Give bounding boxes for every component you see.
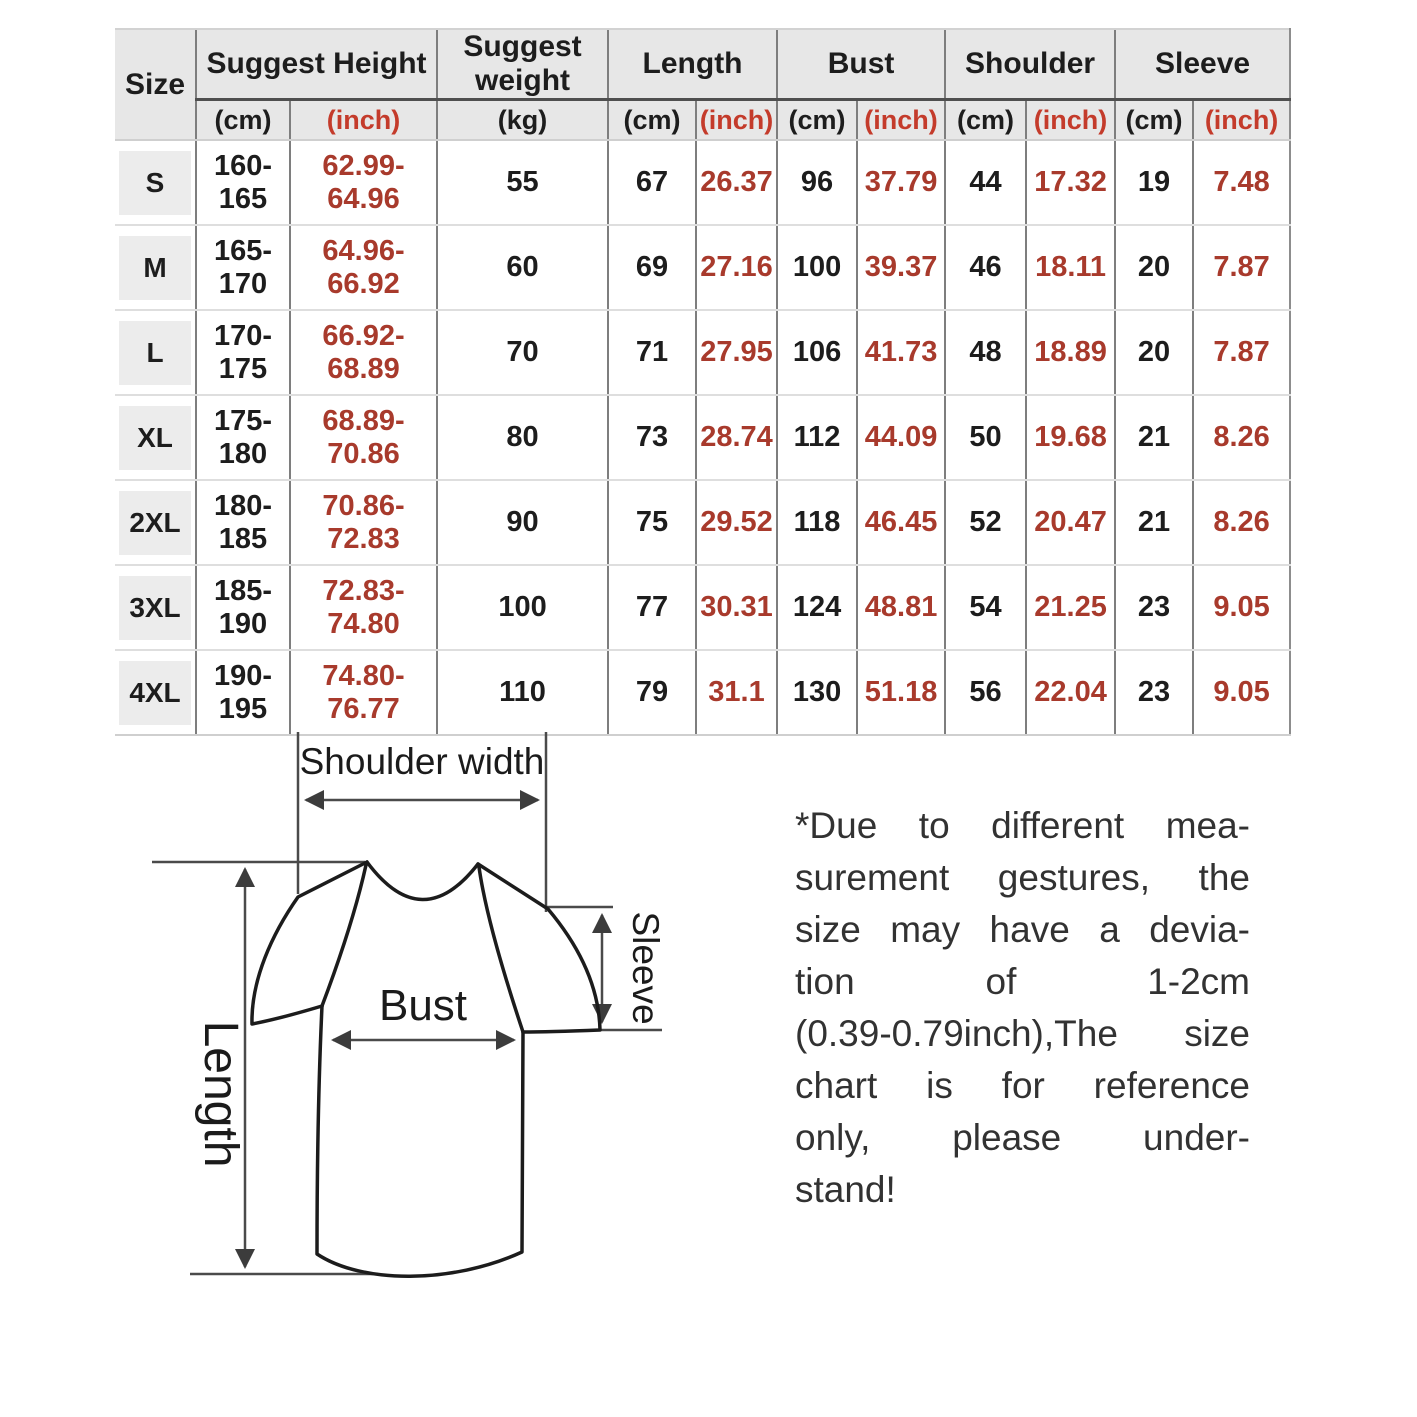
cell-shoulder-inch: 22.04 (1026, 650, 1115, 735)
cell-length-inch: 30.31 (696, 565, 777, 650)
cell-bust-cm: 130 (777, 650, 857, 735)
cell-sleeve-inch: 8.26 (1193, 395, 1290, 480)
unit-length-cm: (cm) (608, 100, 696, 141)
cell-shoulder-cm: 46 (945, 225, 1026, 310)
cell-height-cm: 180-185 (196, 480, 290, 565)
cell-length-inch: 27.95 (696, 310, 777, 395)
cell-height-inch: 70.86-72.83 (290, 480, 437, 565)
right-seam (479, 867, 523, 1032)
cell-shoulder-cm: 50 (945, 395, 1026, 480)
unit-shoulder-cm: (cm) (945, 100, 1026, 141)
cell-sleeve-inch: 7.87 (1193, 225, 1290, 310)
cell-bust-cm: 100 (777, 225, 857, 310)
cell-sleeve-cm: 23 (1115, 650, 1193, 735)
table-body (115, 140, 1290, 735)
size-label: L (119, 321, 191, 385)
cell-shoulder-cm: 48 (945, 310, 1026, 395)
note-line: chart is for reference (795, 1065, 1250, 1106)
cell-height-cm: 170-175 (196, 310, 290, 395)
cell-size (115, 140, 196, 225)
cell-shoulder-inch: 18.89 (1026, 310, 1115, 395)
size-row (115, 395, 1290, 480)
neck-line (367, 862, 478, 900)
left-sleeve (252, 862, 367, 1024)
cell-bust-cm: 124 (777, 565, 857, 650)
size-label: 4XL (119, 661, 191, 725)
cell-length-cm: 69 (608, 225, 696, 310)
cell-height-cm: 185-190 (196, 565, 290, 650)
size-label: S (119, 151, 191, 215)
cell-shoulder-inch: 18.11 (1026, 225, 1115, 310)
cell-sleeve-inch: 9.05 (1193, 650, 1290, 735)
column-header-sleeve: Sleeve (1115, 29, 1290, 100)
column-header-suggest-weight: Suggest weight (437, 29, 608, 100)
cell-height-cm: 165-170 (196, 225, 290, 310)
cell-height-inch: 68.89-70.86 (290, 395, 437, 480)
unit-height-cm: (cm) (196, 100, 290, 141)
note-line: *Due to different mea- (795, 805, 1250, 846)
cell-sleeve-cm: 20 (1115, 225, 1193, 310)
size-row (115, 565, 1290, 650)
cell-bust-inch: 51.18 (857, 650, 945, 735)
cell-sleeve-cm: 20 (1115, 310, 1193, 395)
cell-weight-kg: 110 (437, 650, 608, 735)
table-header (115, 29, 1290, 140)
cell-size (115, 565, 196, 650)
cell-shoulder-inch: 19.68 (1026, 395, 1115, 480)
cell-bust-inch: 48.81 (857, 565, 945, 650)
body-outline (317, 1006, 523, 1276)
size-row (115, 140, 1290, 225)
size-table (115, 28, 1291, 736)
note-line: tion of 1-2cm (795, 961, 1250, 1002)
tshirt-measurement-diagram (150, 722, 770, 1342)
cell-bust-inch: 37.79 (857, 140, 945, 225)
cell-size (115, 480, 196, 565)
cell-shoulder-inch: 20.47 (1026, 480, 1115, 565)
cell-shoulder-inch: 17.32 (1026, 140, 1115, 225)
cell-bust-cm: 118 (777, 480, 857, 565)
cell-shoulder-cm: 56 (945, 650, 1026, 735)
cell-bust-cm: 112 (777, 395, 857, 480)
cell-length-inch: 28.74 (696, 395, 777, 480)
cell-size (115, 310, 196, 395)
unit-height-inch: (inch) (290, 100, 437, 141)
measurement-disclaimer-note (795, 800, 1250, 1216)
size-row (115, 480, 1290, 565)
column-header-bust: Bust (777, 29, 945, 100)
unit-shoulder-inch: (inch) (1026, 100, 1115, 141)
note-line: surement gestures, the (795, 857, 1250, 898)
cell-weight-kg: 100 (437, 565, 608, 650)
cell-length-cm: 75 (608, 480, 696, 565)
cell-shoulder-cm: 52 (945, 480, 1026, 565)
cell-sleeve-cm: 23 (1115, 565, 1193, 650)
unit-weight-kg: (kg) (437, 100, 608, 141)
cell-sleeve-inch: 7.48 (1193, 140, 1290, 225)
cell-shoulder-cm: 54 (945, 565, 1026, 650)
cell-length-inch: 26.37 (696, 140, 777, 225)
cell-height-inch: 62.99-64.96 (290, 140, 437, 225)
cell-shoulder-inch: 21.25 (1026, 565, 1115, 650)
column-header-length: Length (608, 29, 777, 100)
note-line: stand! (795, 1169, 896, 1210)
cell-length-cm: 77 (608, 565, 696, 650)
cell-sleeve-inch: 9.05 (1193, 565, 1290, 650)
unit-bust-cm: (cm) (777, 100, 857, 141)
size-label: XL (119, 406, 191, 470)
sleeve-label: Sleeve (625, 911, 666, 1025)
cell-length-inch: 27.16 (696, 225, 777, 310)
cell-shoulder-cm: 44 (945, 140, 1026, 225)
cell-length-cm: 73 (608, 395, 696, 480)
cell-weight-kg: 80 (437, 395, 608, 480)
unit-sleeve-cm: (cm) (1115, 100, 1193, 141)
cell-bust-cm: 106 (777, 310, 857, 395)
cell-length-inch: 29.52 (696, 480, 777, 565)
cell-sleeve-cm: 21 (1115, 480, 1193, 565)
size-row (115, 310, 1290, 395)
group-header-row (115, 29, 1290, 100)
cell-weight-kg: 55 (437, 140, 608, 225)
note-line: only, please under- (795, 1117, 1250, 1158)
note-line: (0.39-0.79inch),The size (795, 1013, 1250, 1054)
shoulder-width-label: Shoulder width (299, 741, 545, 782)
unit-sleeve-inch: (inch) (1193, 100, 1290, 141)
cell-height-cm: 175-180 (196, 395, 290, 480)
cell-length-inch: 31.1 (696, 650, 777, 735)
cell-size (115, 395, 196, 480)
size-label: 3XL (119, 576, 191, 640)
size-label: 2XL (119, 491, 191, 555)
cell-bust-inch: 41.73 (857, 310, 945, 395)
cell-weight-kg: 60 (437, 225, 608, 310)
tshirt-outline (252, 862, 600, 1276)
cell-weight-kg: 90 (437, 480, 608, 565)
cell-length-cm: 67 (608, 140, 696, 225)
left-seam (322, 865, 366, 1006)
cell-height-inch: 66.92-68.89 (290, 310, 437, 395)
cell-bust-inch: 39.37 (857, 225, 945, 310)
unit-length-inch: (inch) (696, 100, 777, 141)
unit-bust-inch: (inch) (857, 100, 945, 141)
cell-weight-kg: 70 (437, 310, 608, 395)
cell-bust-inch: 46.45 (857, 480, 945, 565)
cell-height-inch: 64.96-66.92 (290, 225, 437, 310)
cell-height-inch: 72.83-74.80 (290, 565, 437, 650)
cell-height-cm: 190-195 (196, 650, 290, 735)
column-header-suggest-height: Suggest Height (196, 29, 437, 100)
cell-bust-inch: 44.09 (857, 395, 945, 480)
cell-height-cm: 160-165 (196, 140, 290, 225)
column-header-shoulder: Shoulder (945, 29, 1115, 100)
size-row (115, 225, 1290, 310)
size-label: M (119, 236, 191, 300)
cell-sleeve-cm: 21 (1115, 395, 1193, 480)
cell-bust-cm: 96 (777, 140, 857, 225)
cell-sleeve-inch: 7.87 (1193, 310, 1290, 395)
cell-height-inch: 74.80-76.77 (290, 650, 437, 735)
cell-length-cm: 79 (608, 650, 696, 735)
cell-sleeve-cm: 19 (1115, 140, 1193, 225)
cell-sleeve-inch: 8.26 (1193, 480, 1290, 565)
length-label: Length (194, 1020, 247, 1168)
column-header-size: Size (115, 29, 196, 140)
cell-length-cm: 71 (608, 310, 696, 395)
bust-label: Bust (378, 981, 468, 1030)
cell-size (115, 225, 196, 310)
unit-header-row (115, 100, 1290, 141)
note-line: size may have a devia- (795, 909, 1250, 950)
